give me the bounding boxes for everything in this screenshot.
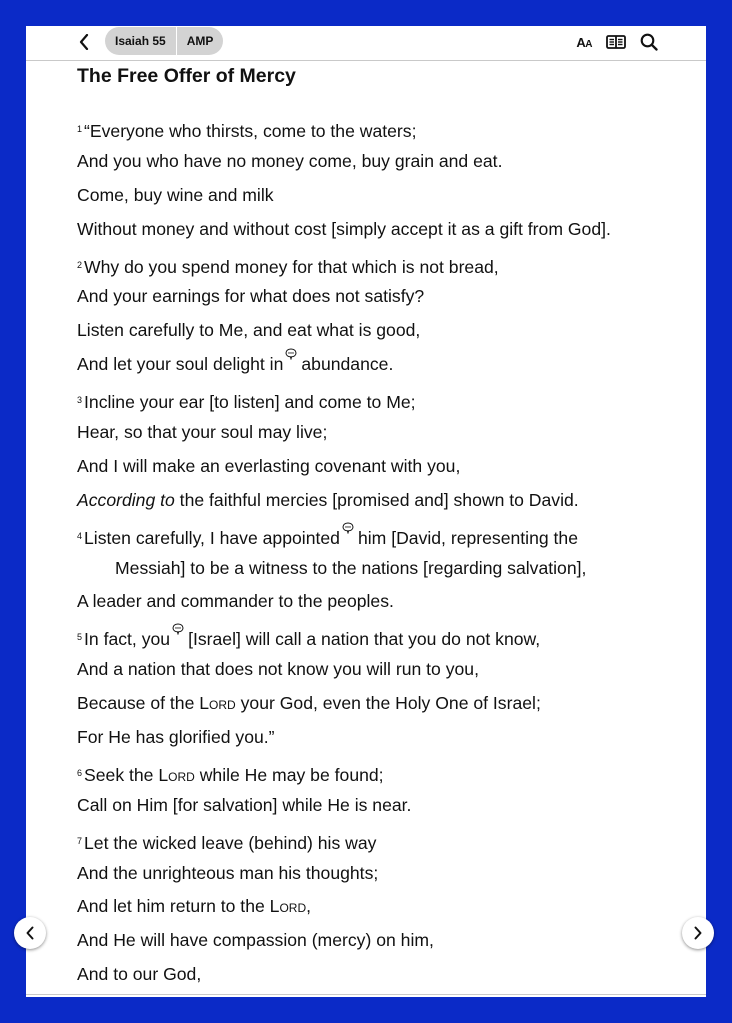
verse-line: [77, 247, 696, 281]
verse-text: And let him return to the: [77, 896, 270, 917]
verse-line: [77, 687, 696, 721]
verse-line: [77, 518, 696, 552]
verse-text: the faithful mercies [promised and] shown to David.: [174, 489, 579, 510]
chapter-selector[interactable]: Isaiah 55: [115, 34, 166, 48]
verse-number: 4: [77, 530, 83, 541]
verse-text: Listen carefully, I have appointed: [84, 527, 340, 548]
verse-line: A leader and commander to the peoples.: [77, 591, 394, 612]
verse-line: [77, 484, 696, 518]
verse-number: 5: [77, 632, 83, 643]
divine-name: Lord: [269, 896, 307, 917]
verse-line: Messiah] to be a witness to the nations [regarding salvation],: [115, 557, 587, 578]
italic-text: According to: [77, 489, 175, 510]
verse-number: 2: [77, 259, 83, 270]
text-size-label-big: A: [576, 34, 586, 50]
verse-line: And you who have no money come, buy grain and eat.: [77, 150, 503, 171]
verse-line: [77, 755, 696, 789]
top-bar: [26, 26, 706, 61]
verse-text: Let the wicked leave (behind) his way: [84, 832, 377, 853]
verse-line: Come, buy wine and milk: [77, 184, 274, 205]
verse-text: [Israel] will call a nation that you do not know,: [188, 629, 541, 650]
verse-text: him [David, representing the: [357, 527, 578, 548]
verse-line: And your earnings for what does not satisfy?: [77, 286, 425, 307]
verse-text: Because of the: [77, 693, 200, 714]
verse-line: [77, 890, 696, 924]
chapter-version-selector: [105, 27, 223, 55]
verse-text: “Everyone who thirsts, come to the waters;: [84, 120, 417, 141]
footnote-bubble-icon[interactable]: [285, 348, 297, 360]
verse-line: And the unrighteous man his thoughts;: [77, 862, 379, 883]
text-size-label-small: A: [585, 38, 592, 50]
verse-line: Listen carefully to Me, and eat what is good,: [77, 320, 421, 341]
verse-line: And to our God,: [77, 964, 202, 985]
verse-line: Hear, so that your soul may live;: [77, 422, 328, 443]
verse-text: while He may be found;: [194, 764, 384, 785]
verse-line: [77, 619, 696, 653]
version-selector[interactable]: AMP: [186, 34, 214, 48]
previous-chapter-button[interactable]: [14, 917, 46, 949]
verse-line: Call on Him [for salvation] while He is near.: [77, 794, 412, 815]
divine-name: Lord: [158, 764, 195, 785]
verse-line: And He will have compassion (mercy) on him,: [77, 930, 434, 951]
verse-number: 3: [77, 395, 83, 406]
verse-text: In fact, you: [84, 629, 171, 650]
verse-text: ,: [306, 896, 311, 917]
footnote-bubble-icon[interactable]: [342, 522, 354, 534]
chevron-left-icon: [25, 926, 35, 940]
toolbar-icons: [576, 33, 658, 51]
verse-line: For He has glorified you.”: [77, 727, 275, 748]
verse-line: And a nation that does not know you will run to you,: [77, 659, 479, 680]
section-heading: The Free Offer of Mercy: [77, 65, 296, 87]
verse-line: [77, 348, 696, 382]
verse-text: abundance.: [301, 354, 394, 375]
verse-line: Without money and without cost [simply accept it as a gift from God].: [77, 218, 611, 239]
chapter-text: [77, 62, 696, 992]
verse-text: Why do you spend money for that which is not bread,: [84, 256, 499, 277]
chevron-left-icon: [79, 34, 89, 50]
next-chapter-button[interactable]: [682, 917, 714, 949]
search-icon[interactable]: [640, 33, 658, 51]
divine-name: Lord: [199, 693, 236, 714]
back-button[interactable]: [76, 31, 92, 53]
verse-line: [77, 823, 696, 857]
verse-line: [77, 382, 696, 416]
text-size-button[interactable]: [576, 35, 592, 50]
verse-number: 7: [77, 835, 83, 846]
reader-window: [26, 26, 706, 997]
verse-text: Incline your ear [to listen] and come to Me;: [84, 391, 416, 412]
chevron-right-icon: [693, 926, 703, 940]
verse-line: And I will make an everlasting covenant with you,: [77, 455, 461, 476]
verse-text: And let your soul delight in: [77, 354, 284, 375]
verse-line: [77, 111, 696, 145]
book-icon[interactable]: [606, 34, 626, 50]
bottom-divider: [26, 994, 706, 995]
footnote-bubble-icon[interactable]: [172, 623, 184, 635]
verse-number: 1: [77, 124, 83, 134]
verse-text: Seek the: [84, 764, 159, 785]
verse-number: 6: [77, 767, 83, 778]
verse-text: your God, even the Holy One of Israel;: [235, 693, 541, 714]
